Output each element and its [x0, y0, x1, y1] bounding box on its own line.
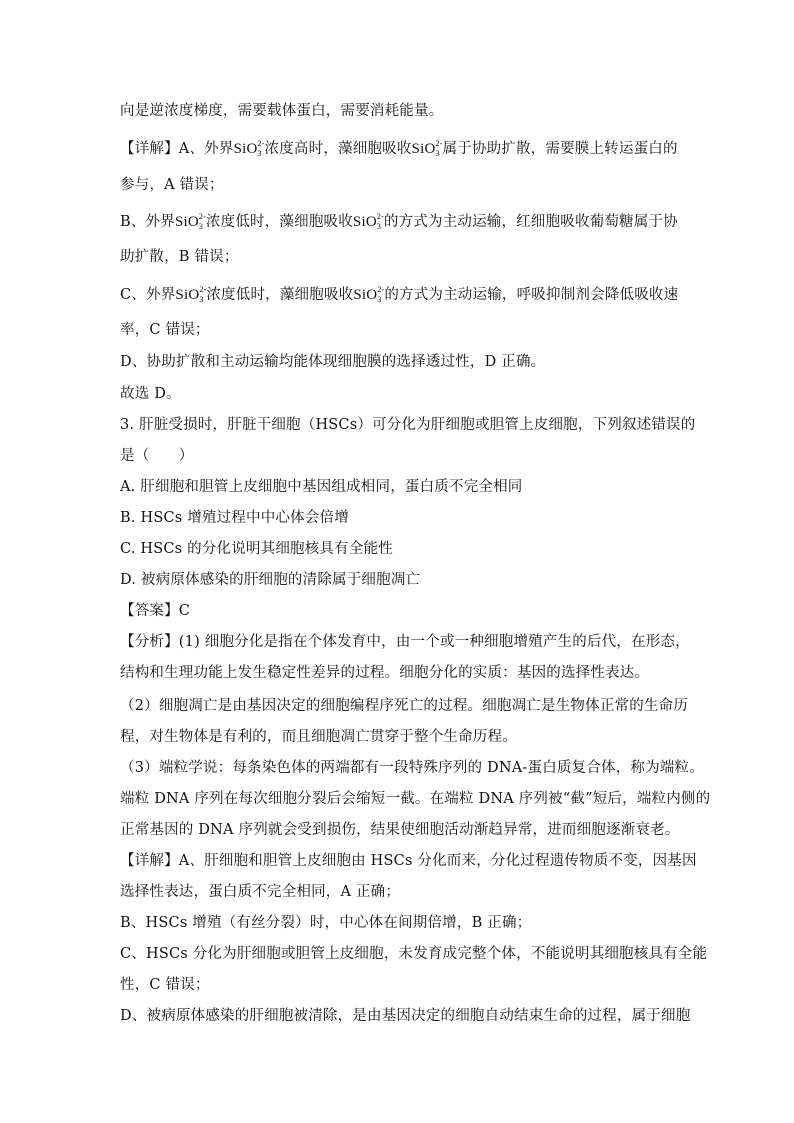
analysis-text: 端粒 DNA 序列在每次细胞分裂后会缩短一截。在端粒 DNA 序列被“截”短后，端粒内侧的 [120, 791, 711, 807]
text-segment: B、外界 [120, 214, 175, 230]
text-segment: 【详解】A、外界 [120, 141, 234, 157]
silicate-formula: SiO 2- 3 [175, 285, 207, 304]
text-line: 助扩散，B 错误； [120, 249, 239, 265]
text-line: 率，C 错误； [120, 322, 210, 338]
silicate-formula: SiO 2- 3 [233, 139, 265, 158]
text-line-with-formula [120, 212, 678, 232]
option-a: A. 肝细胞和胆管上皮细胞中基因组成相同，蛋白质不完全相同 [120, 479, 523, 495]
silicate-formula: SiO 2- 3 [174, 212, 206, 231]
silicate-formula: SiO 2- 3 [353, 285, 385, 304]
analysis-text: 正常基因的 DNA 序列就会受到损伤，结果使细胞活动渐趋异常，进而细胞逐渐衰老。 [120, 822, 680, 838]
silicate-formula: SiO 2- 3 [411, 139, 443, 158]
analysis-text: 【分析】(1) 细胞分化是指在个体发育中，由一个或一种细胞增殖产生的后代，在形态， [120, 634, 690, 650]
text-segment: 浓度低时，藻细胞吸收 [205, 214, 353, 230]
detail-text: 【详解】A、肝细胞和胆管上皮细胞由 HSCs 分化而来，分化过程遗传物质不变，因基因 [120, 853, 697, 869]
text-segment: 浓度低时，藻细胞吸收 [206, 287, 354, 303]
text-line-with-formula [120, 139, 678, 159]
analysis-text: （2）细胞凋亡是由基因决定的细胞编程序死亡的过程。细胞凋亡是生物体正常的生命历 [120, 698, 689, 714]
detail-text: 性，C 错误； [120, 977, 210, 993]
answer-line: 【答案】C [120, 603, 191, 619]
text-line: D、协助扩散和主动运输均能体现细胞膜的选择透过性，D 正确。 [120, 354, 546, 370]
detail-text: B、HSCs 增殖（有丝分裂）时，中心体在间期倍增，B 正确； [120, 915, 532, 931]
question-stem: 3. 肝脏受损时，肝脏干细胞（HSCs）可分化为肝细胞或胆管上皮细胞，下列叙述错误的 [120, 417, 696, 433]
text-line: 向是逆浓度梯度，需要载体蛋白，需要消耗能量。 [120, 103, 444, 119]
text-segment: 的方式为主动运输，呼吸抑制剂会降低吸收速 [384, 287, 679, 303]
option-c: C. HSCs 的分化说明其细胞核具有全能性 [120, 541, 393, 557]
detail-text: 选择性表达，蛋白质不完全相同，A 正确； [120, 884, 401, 900]
analysis-text: 结构和生理功能上发生稳定性差异的过程。细胞分化的实质：基因的选择性表达。 [120, 665, 650, 681]
text-segment: 属于协助扩散，需要膜上转运蛋白的 [442, 141, 678, 157]
analysis-text: （3）端粒学说：每条染色体的两端都有一段特殊序列的 DNA-蛋白质复合体，称为端粒。 [120, 760, 704, 776]
text-line: 参与，A 错误； [120, 177, 224, 193]
option-d: D. 被病原体感染的肝细胞的清除属于细胞凋亡 [120, 572, 421, 588]
silicate-formula: SiO 2- 3 [352, 212, 384, 231]
detail-text: D、被病原体感染的肝细胞被清除，是由基因决定的细胞自动结束生命的过程，属于细胞 [120, 1008, 691, 1024]
detail-text: C、HSCs 分化为肝细胞或胆管上皮细胞，未发育成完整个体，不能说明其细胞核具有全能 [120, 946, 708, 962]
option-b: B. HSCs 增殖过程中中心体会倍增 [120, 510, 349, 526]
analysis-text: 程，对生物体是有利的，而且细胞凋亡贯穿于整个生命历程。 [120, 729, 517, 745]
text-segment: 的方式为主动运输，红细胞吸收葡萄糖属于协 [383, 214, 678, 230]
text-line: 故选 D。 [120, 386, 181, 402]
text-segment: 浓度高时，藻细胞吸收 [264, 141, 412, 157]
text-line-with-formula [120, 285, 678, 305]
question-stem: 是（ ） [120, 448, 194, 464]
text-segment: C、外界 [120, 287, 176, 303]
